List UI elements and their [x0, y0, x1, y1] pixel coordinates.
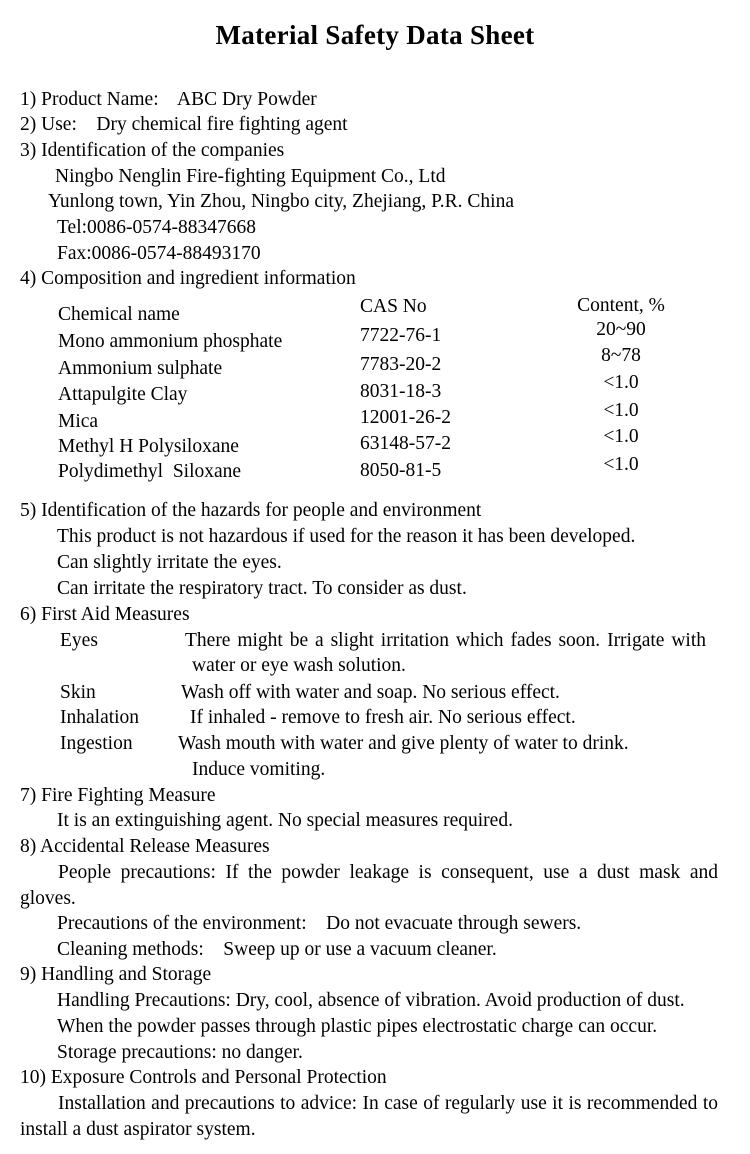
table-cell-content: 20~90 — [596, 319, 646, 340]
first-aid-label: Ingestion — [60, 733, 133, 754]
section-first-aid-heading: 6) First Aid Measures — [20, 604, 190, 625]
table-header-content-percent: Content, % — [577, 295, 665, 316]
handling-storage-line: When the powder passes through plastic pipes electrostatic charge can occur. — [57, 1016, 658, 1037]
handling-storage-line: Storage precautions: no danger. — [57, 1042, 303, 1063]
page-title: Material Safety Data Sheet — [215, 20, 535, 50]
environment-precautions-line: Precautions of the environment: Do not evacuate through sewers. — [57, 913, 582, 934]
first-aid-text: There might be a slight irritation which fades soon. Irrigate with — [185, 630, 706, 651]
cleaning-methods-line: Cleaning methods: Sweep up or use a vacuum cleaner. — [57, 939, 497, 960]
table-cell-cas: 8050-81-5 — [360, 460, 442, 481]
section-hazards-heading: 5) Identification of the hazards for people and environment — [20, 500, 482, 521]
table-cell-cas: 7722-76-1 — [360, 325, 442, 346]
section-companies-heading: 3) Identification of the companies — [20, 140, 285, 161]
first-aid-label: Skin — [60, 682, 96, 703]
table-row: Attapulgite Clay — [58, 384, 188, 405]
table-header-chemical-name: Chemical name — [58, 304, 180, 325]
first-aid-text: If inhaled - remove to fresh air. No serious effect. — [190, 707, 576, 728]
table-cell-cas: 12001-26-2 — [360, 407, 451, 428]
section-exposure-controls-heading: 10) Exposure Controls and Personal Protection — [20, 1067, 387, 1088]
table-row: Mono ammonium phosphate — [58, 331, 283, 352]
table-row: Polydimethyl Siloxane — [58, 461, 242, 482]
people-precautions-paragraph: People precautions: If the powder leakage is consequent, use a dust mask and gloves. — [20, 862, 718, 909]
company-name: Ningbo Nenglin Fire-fighting Equipment Co., Ltd — [55, 166, 446, 187]
table-row: Ammonium sulphate — [58, 358, 223, 379]
table-cell-content: <1.0 — [603, 400, 639, 421]
first-aid-label: Eyes — [60, 630, 98, 651]
section-fire-fighting-heading: 7) Fire Fighting Measure — [20, 785, 216, 806]
table-cell-content: <1.0 — [603, 454, 639, 475]
section-use-heading: 2) Use: Dry chemical fire fighting agent — [20, 114, 348, 135]
fire-fighting-line: It is an extinguishing agent. No special measures required. — [57, 810, 513, 831]
first-aid-text: Wash mouth with water and give plenty of water to drink. — [178, 733, 629, 754]
section-handling-storage-heading: 9) Handling and Storage — [20, 964, 212, 985]
table-cell-content: 8~78 — [601, 345, 641, 366]
section-composition-heading: 4) Composition and ingredient information — [20, 268, 356, 289]
first-aid-text-continuation: water or eye wash solution. — [192, 655, 406, 676]
table-row: Mica — [58, 411, 99, 432]
section-accidental-release-heading: 8) Accidental Release Measures — [20, 836, 270, 857]
section-product-name-heading: 1) Product Name: ABC Dry Powder — [20, 89, 317, 110]
hazards-line: This product is not hazardous if used for the reason it has been developed. — [57, 526, 636, 547]
first-aid-text: Wash off with water and soap. No serious effect. — [181, 682, 560, 703]
handling-storage-line: Handling Precautions: Dry, cool, absence of vibration. Avoid production of dust. — [57, 990, 685, 1011]
company-fax: Fax:0086-0574-88493170 — [57, 243, 261, 264]
company-address: Yunlong town, Yin Zhou, Ningbo city, Zhejiang, P.R. China — [48, 191, 515, 212]
table-cell-cas: 63148-57-2 — [360, 433, 451, 454]
table-header-cas-no: CAS No — [360, 296, 427, 317]
table-cell-content: <1.0 — [603, 426, 639, 447]
company-telephone: Tel:0086-0574-88347668 — [57, 217, 257, 238]
table-cell-content: <1.0 — [603, 372, 639, 393]
first-aid-label: Inhalation — [60, 707, 140, 728]
table-cell-cas: 7783-20-2 — [360, 354, 442, 375]
first-aid-text-continuation: Induce vomiting. — [192, 759, 326, 780]
hazards-line: Can slightly irritate the eyes. — [57, 552, 282, 573]
table-cell-cas: 8031-18-3 — [360, 381, 442, 402]
table-row: Methyl H Polysiloxane — [58, 436, 239, 457]
exposure-controls-paragraph: Installation and precautions to advice: In case of regularly use it is recommended to install a dust aspirator system. — [20, 1093, 718, 1140]
hazards-line: Can irritate the respiratory tract. To consider as dust. — [57, 578, 467, 599]
